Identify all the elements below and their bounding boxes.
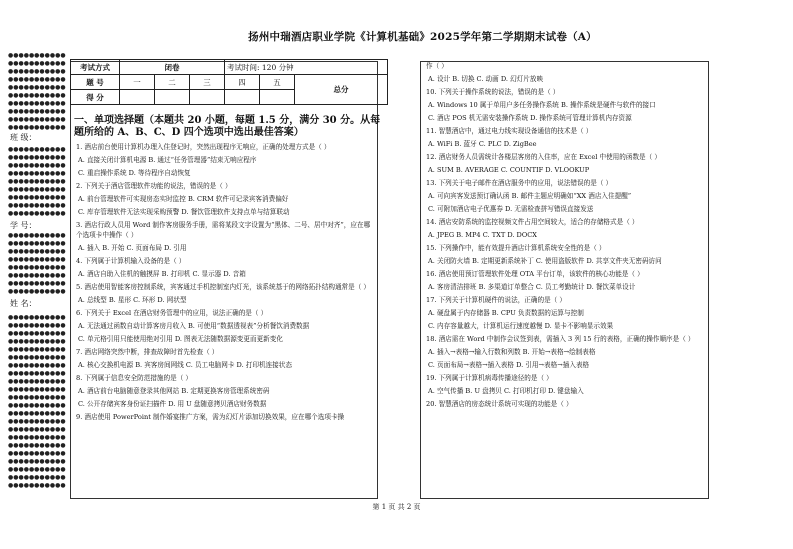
class-label: 班 级： — [10, 133, 37, 142]
question-text: 14. 酒店安防系统的监控视频文件占用空间较大，适合的存储格式是（ ） — [426, 218, 639, 226]
question-text: 6. 下列关于 Excel 在酒店财务管理中的应用，说法正确的是（ ） — [76, 308, 268, 317]
score-cell — [225, 90, 260, 105]
answer-options: C. 重启操作系统 D. 等待程序自动恢复 — [78, 169, 191, 177]
section-heading: 一、单项选择题（本题共 20 小题，每题 1.5 分，满分 30 分。从每题所给的 A、B、C、D 四个选项中选出最佳答案） — [74, 115, 381, 138]
answer-options: A. 总线型 B. 星形 C. 环形 D. 网状型 — [78, 295, 187, 304]
answer-options: A. 空气传播 B. U 盘拷贝 C. 打印机打印 D. 键盘输入 — [428, 387, 584, 395]
question-text: 4. 下列属于计算机输入设备的是（ ） — [76, 256, 186, 265]
question-text: 5. 酒店使用智能客房控制系统，宾客通过手机控制室内灯光，该系统基于的网络拓扑结构通常是（ ） — [76, 282, 371, 291]
question-text: 18. 酒店需在 Word 中制作会议签到表，需插入 3 列 15 行的表格，正确的操作顺序是（ ） — [426, 335, 695, 343]
question-text: 13. 下列关于电子邮件在酒店服务中的应用，说法错误的是（ ） — [426, 179, 613, 187]
question-text: 7. 酒店网络突然中断，排查故障时首先检查（ ） — [76, 347, 219, 356]
answer-options: A. 插入 B. 开始 C. 页面布局 D. 引用 — [78, 243, 187, 252]
exam-title: 扬州中瑞酒店职业学院《计算机基础》2025学年第二学期期末试卷（A） — [248, 31, 597, 43]
exam-time: 考试时间: 120 分钟 — [225, 60, 388, 75]
answer-options: A. 酒店自助入住机的触摸屏 B. 打印机 C. 显示器 D. 音箱 — [78, 269, 246, 278]
answer-options: A. JPEG B. MP4 C. TXT D. DOCX — [428, 231, 537, 239]
question-text: 15. 下列操作中，能有效提升酒店计算机系统安全性的是（ ） — [426, 244, 606, 252]
question-text: 17. 下列关于计算机硬件的说法，正确的是（ ） — [426, 296, 566, 304]
answer-options: A. 前台管理软件可实现房态实时监控 B. CRM 软件可记录宾客消费偏好 — [78, 195, 289, 203]
question-text: 16. 酒店使用预订管理软件处理 OTA 平台订单，该软件的核心功能是（ ） — [426, 270, 644, 278]
answer-options: A. 关闭防火墙 B. 定期更新系统补丁 C. 使用盗版软件 D. 共享文件夹无密码访问 — [428, 257, 662, 265]
answer-options: A. 直接关闭计算机电源 B. 通过“任务管理器”结束无响应程序 — [78, 156, 257, 164]
answer-options: C. 可附加酒店电子优惠券 D. 无需检查拼写错误直接发送 — [428, 205, 594, 213]
col-header: 四 — [225, 75, 260, 90]
answer-options: A. 硬盘属于内存储器 B. CPU 负责数据的运算与控制 — [428, 309, 584, 317]
answer-options: C. 单元格引用只能使用绝对引用 D. 图表无法随数据源变更而更新变化 — [78, 334, 283, 343]
page-footer: 第 1 页 共 2 页 — [372, 503, 421, 511]
answer-options: A. 客房清洁排班 B. 多渠道订单整合 C. 员工考勤统计 D. 餐饮菜单设计 — [428, 283, 636, 291]
score-cell — [120, 90, 155, 105]
student-id-label: 学 号： — [10, 221, 37, 230]
score-table — [70, 59, 388, 105]
exam-mode-value: 闭卷 — [120, 60, 225, 75]
question-text: 12. 酒店财务人员需统计各楼层客房的入住率，应在 Excel 中使用的函数是（ ） — [426, 153, 661, 161]
answer-options: A. 插入→表格→输入行数和列数 B. 开始→表格→绘制表格 — [428, 348, 596, 356]
left-question-column — [76, 143, 376, 426]
question-text: 8. 下列属于信息安全防范措施的是（ ） — [76, 373, 192, 382]
right-question-column — [426, 62, 706, 413]
question-text: 20. 智慧酒店的房态统计系统可实现的功能是（ ） — [426, 400, 573, 408]
answer-options: A. 核心交换机电源 B. 宾客房间网线 C. 员工电脑网卡 D. 打印机连接状态 — [78, 360, 292, 369]
col-header: 五 — [260, 75, 295, 90]
question-number-label: 题 号 — [71, 75, 120, 90]
dotted-line: ●●●●●●●●●●● ●●●●●●●●●●● ●●●●●●●●●●● ●●●●●●●●●●● ●●●●●●●●●●● ●●●●●●●●●●● ●●●●●●●●●●● ●●●●●●●●●●● ●●●●●●●●●●● — [8, 146, 66, 216]
answer-options: A. Windows 10 属于单用户多任务操作系统 B. 操作系统是硬件与软件的接口 — [428, 101, 656, 109]
answer-options: C. 酒店 POS 机无需安装操作系统 D. 操作系统可管理计算机内存资源 — [428, 114, 632, 122]
answer-options: C. 内存容量越大，计算机运行速度越慢 D. 显卡不影响显示效果 — [428, 322, 614, 330]
name-label: 姓 名： — [10, 299, 37, 308]
answer-options: A. SUM B. AVERAGE C. COUNTIF D. VLOOKUP — [428, 166, 590, 174]
binding-margin — [8, 52, 66, 497]
answer-options: C. 页面布局→表格→插入表格 D. 引用→表格→插入表格 — [428, 361, 590, 369]
dotted-line: ●●●●●●●●●●● ●●●●●●●●●●● ●●●●●●●●●●● ●●●●●●●●●●● ●●●●●●●●●●● ●●●●●●●●●●● ●●●●●●●●●●● ●●●●●●●●●●● — [8, 232, 66, 294]
col-header: 一 — [120, 75, 155, 90]
question-text: 作（ ） — [426, 62, 448, 70]
question-text: 19. 下列属于计算机病毒传播途径的是（ ） — [426, 374, 553, 382]
question-text: 2. 下列关于酒店管理软件功能的说法，错误的是（ ） — [76, 182, 232, 190]
question-text: 1. 酒店前台使用计算机办理入住登记时，突然出现程序无响应，正确的处理方式是（ ） — [76, 143, 331, 151]
question-text: 11. 智慧酒店中，通过电力线实现设备通信的技术是（ ） — [426, 127, 593, 135]
dotted-line: ●●●●●●●●●●● ●●●●●●●●●●● ●●●●●●●●●●● ●●●●●●●●●●● ●●●●●●●●●●● ●●●●●●●●●●● ●●●●●●●●●●● ●●●●●●●●●●● ●●●●●●●●●●● ●●●●●●●●●●● — [8, 52, 66, 130]
score-cell — [260, 90, 295, 105]
answer-options: A. 设计 B. 切换 C. 动画 D. 幻灯片放映 — [428, 75, 544, 83]
answer-options: A. 无法通过函数自动计算客房月收入 B. 可使用“数据透视表”分析餐饮消费数据 — [78, 321, 310, 330]
total-score-label: 总分 — [295, 75, 388, 105]
score-cell — [190, 90, 225, 105]
dotted-line: ●●●●●●●●●●● ●●●●●●●●●●● ●●●●●●●●●●● ●●●●●●●●●●● ●●●●●●●●●●● ●●●●●●●●●●● ●●●●●●●●●●● ●●●●●●●●●●● ●●●●●●●●●●● ●●●●●●●●●●● ●●●●●●●●●●● ●●●●●●●●●●● ●●●●●●●●●●● ●●●●●●●●●●● ●●●●●●●●●●● ●●●●●●●●●●● ●●●●●●●●●●● ●●●●●●●●●●● ●●●●●●●●●●● ●●●●●●●●●●● ●●●●●●●●●●● ●●●●●●●●●●● — [8, 314, 66, 489]
question-text: 9. 酒店使用 PowerPoint 制作婚宴推广方案，需为幻灯片添加切换效果，应在哪个选项卡操 — [76, 412, 345, 421]
answer-options: A. WiFi B. 蓝牙 C. PLC D. ZigBee — [428, 140, 537, 148]
col-header: 三 — [190, 75, 225, 90]
exam-mode-label: 考试方式 — [71, 60, 120, 75]
score-label: 得 分 — [71, 90, 120, 105]
col-header: 二 — [155, 75, 190, 90]
question-text: 3. 酒店行政人员用 Word 制作客房服务手册，需将某段文字设置为“黑体、二号、居中对齐”，应在哪个选项卡中操作（ ） — [76, 221, 371, 239]
answer-options: A. 酒店前台电脑随意登录其他网站 B. 定期更换客房管理系统密码 — [78, 386, 270, 395]
answer-options: C. 库存管理软件无法实现采购预警 D. 餐饮管理软件支持点单与结算联动 — [78, 208, 290, 216]
answer-options: C. 公开存储宾客身份证扫描件 D. 用 U 盘随意拷贝酒店财务数据 — [78, 399, 267, 408]
question-text: 10. 下列关于操作系统的说法，错误的是（ ） — [426, 88, 560, 96]
answer-options: A. 可向宾客发送预订确认函 B. 邮件主题应明确如“XX 酒店入住提醒” — [428, 192, 632, 200]
score-cell — [155, 90, 190, 105]
